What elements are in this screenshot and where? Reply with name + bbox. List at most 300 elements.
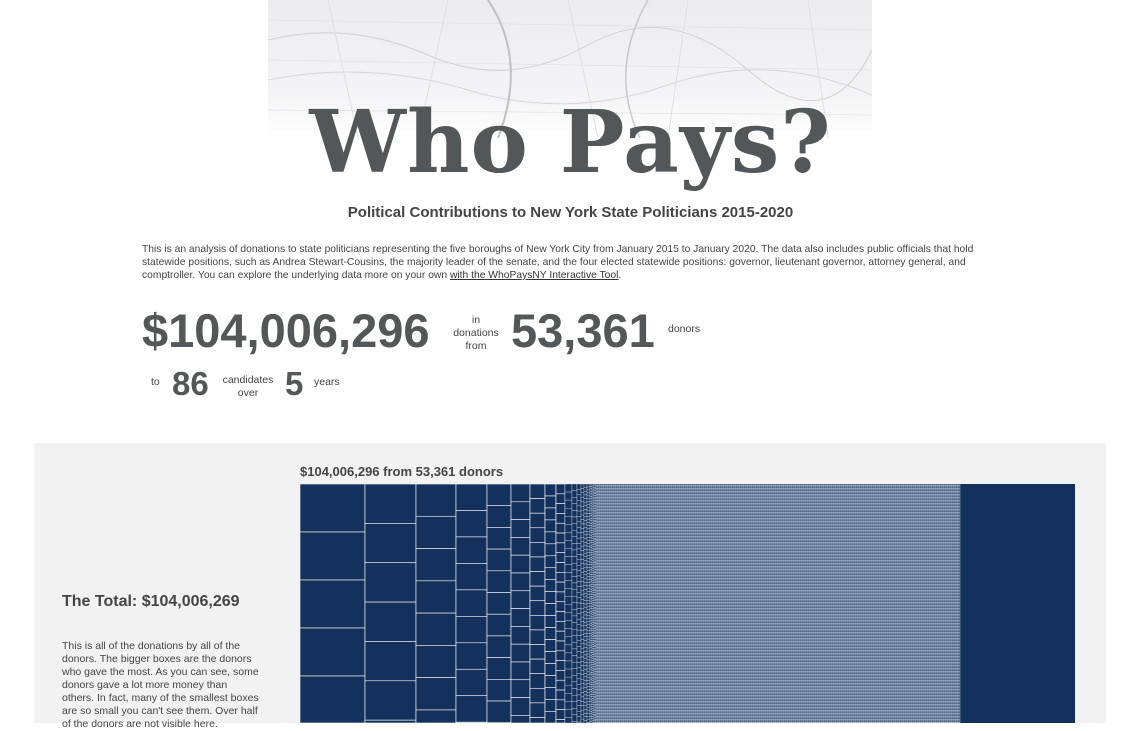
- donor-box[interactable]: [600, 594, 602, 596]
- donor-box[interactable]: [624, 589, 626, 591]
- donor-box[interactable]: [592, 693, 594, 695]
- donor-box[interactable]: [626, 499, 628, 501]
- donor-box[interactable]: [628, 490, 630, 492]
- donor-box[interactable]: [584, 484, 587, 488]
- donor-box[interactable]: [612, 570, 614, 572]
- donor-box[interactable]: [592, 578, 594, 580]
- donor-box[interactable]: [616, 552, 618, 554]
- donor-box[interactable]: [626, 514, 628, 516]
- donor-box[interactable]: [596, 622, 598, 624]
- donor-box[interactable]: [626, 628, 628, 630]
- donor-box[interactable]: [610, 655, 612, 657]
- donor-box[interactable]: [594, 614, 596, 616]
- donor-box[interactable]: [614, 669, 616, 671]
- donor-box[interactable]: [620, 522, 622, 524]
- donor-box[interactable]: [612, 495, 614, 497]
- donor-box[interactable]: [604, 531, 606, 533]
- donor-box[interactable]: [618, 672, 620, 674]
- donor-box[interactable]: [565, 701, 572, 709]
- donor-box[interactable]: [577, 581, 581, 586]
- donor-box[interactable]: [622, 544, 624, 546]
- donor-box[interactable]: [590, 484, 592, 486]
- donor-box[interactable]: [556, 494, 565, 504]
- donor-box[interactable]: [628, 660, 630, 662]
- donor-box[interactable]: [628, 625, 630, 627]
- donor-box[interactable]: [628, 498, 630, 500]
- donor-box[interactable]: [628, 505, 630, 507]
- donor-box[interactable]: [600, 618, 602, 620]
- donor-box[interactable]: [610, 591, 612, 593]
- donor-box[interactable]: [598, 675, 600, 677]
- donor-box[interactable]: [565, 693, 572, 701]
- donor-box[interactable]: [614, 628, 616, 630]
- donor-box[interactable]: [612, 600, 614, 602]
- donor-box[interactable]: [596, 579, 598, 581]
- donor-box[interactable]: [602, 502, 604, 504]
- donor-box[interactable]: [616, 664, 618, 666]
- donor-box[interactable]: [577, 711, 581, 716]
- donor-box[interactable]: [628, 528, 630, 530]
- donor-box[interactable]: [587, 720, 590, 723]
- donor-box[interactable]: [596, 687, 598, 689]
- donor-box[interactable]: [577, 603, 581, 608]
- donor-box[interactable]: [612, 552, 614, 554]
- donor-box[interactable]: [622, 561, 624, 563]
- donor-box[interactable]: [594, 543, 596, 545]
- donor-box[interactable]: [622, 595, 624, 597]
- donor-box[interactable]: [606, 586, 608, 588]
- donor-box[interactable]: [628, 573, 630, 575]
- donor-box[interactable]: [628, 589, 630, 591]
- donor-box[interactable]: [618, 580, 620, 582]
- donor-box[interactable]: [598, 640, 600, 642]
- donor-box[interactable]: [577, 489, 581, 494]
- donor-box[interactable]: [587, 666, 590, 669]
- donor-box[interactable]: [606, 579, 608, 581]
- donor-box[interactable]: [594, 685, 596, 687]
- donor-box[interactable]: [614, 487, 616, 489]
- donor-box[interactable]: [618, 627, 620, 629]
- donor-box[interactable]: [620, 696, 622, 698]
- donor-box[interactable]: [604, 546, 606, 548]
- donor-box[interactable]: [600, 648, 602, 650]
- donor-box[interactable]: [600, 556, 602, 558]
- donor-box[interactable]: [608, 531, 610, 533]
- donor-box[interactable]: [600, 586, 602, 588]
- donor-box[interactable]: [616, 663, 618, 665]
- donor-box[interactable]: [604, 532, 606, 534]
- donor-box[interactable]: [581, 688, 584, 692]
- donor-box[interactable]: [590, 589, 592, 591]
- donor-box[interactable]: [598, 510, 600, 512]
- donor-box[interactable]: [618, 622, 620, 624]
- donor-box[interactable]: [614, 549, 616, 551]
- donor-box[interactable]: [628, 627, 630, 629]
- donor-box[interactable]: [628, 597, 630, 599]
- donor-box[interactable]: [620, 694, 622, 696]
- donor-box[interactable]: [628, 591, 630, 593]
- donor-box[interactable]: [624, 631, 626, 633]
- donor-box[interactable]: [584, 586, 587, 590]
- donor-box[interactable]: [604, 681, 606, 683]
- donor-box[interactable]: [598, 594, 600, 596]
- donor-box[interactable]: [620, 582, 622, 584]
- donor-box[interactable]: [626, 549, 628, 551]
- donor-box[interactable]: [616, 667, 618, 669]
- donor-box[interactable]: [620, 715, 622, 717]
- donor-box[interactable]: [624, 702, 626, 704]
- donor-box[interactable]: [618, 690, 620, 692]
- donor-box[interactable]: [620, 564, 622, 566]
- donor-box[interactable]: [604, 643, 606, 645]
- donor-box[interactable]: [596, 682, 598, 684]
- donor-box[interactable]: [604, 699, 606, 701]
- donor-box[interactable]: [606, 700, 608, 702]
- donor-box[interactable]: [608, 552, 610, 554]
- donor-box[interactable]: [600, 579, 602, 581]
- donor-box[interactable]: [608, 709, 610, 711]
- donor-box[interactable]: [600, 633, 602, 635]
- donor-box[interactable]: [628, 508, 630, 510]
- donor-box[interactable]: [620, 594, 622, 596]
- donor-box[interactable]: [608, 558, 610, 560]
- donor-box[interactable]: [602, 679, 604, 681]
- donor-box[interactable]: [606, 493, 608, 495]
- donor-box[interactable]: [584, 600, 587, 604]
- donor-box[interactable]: [581, 604, 584, 608]
- donor-box[interactable]: [608, 643, 610, 645]
- donor-box[interactable]: [545, 663, 556, 675]
- donor-box[interactable]: [604, 570, 606, 572]
- donor-box[interactable]: [616, 603, 618, 605]
- donor-box[interactable]: [614, 637, 616, 639]
- donor-box[interactable]: [614, 696, 616, 698]
- donor-box[interactable]: [616, 568, 618, 570]
- donor-box[interactable]: [590, 594, 592, 596]
- donor-box[interactable]: [628, 685, 630, 687]
- donor-box[interactable]: [596, 588, 598, 590]
- donor-box[interactable]: [604, 613, 606, 615]
- donor-box[interactable]: [628, 663, 630, 665]
- donor-box[interactable]: [596, 706, 598, 708]
- donor-box[interactable]: [604, 513, 606, 515]
- donor-box[interactable]: [626, 489, 628, 491]
- donor-box[interactable]: [590, 714, 592, 716]
- donor-box[interactable]: [612, 675, 614, 677]
- donor-box[interactable]: [610, 538, 612, 540]
- donor-box[interactable]: [606, 490, 608, 492]
- donor-box[interactable]: [487, 484, 511, 506]
- donor-box[interactable]: [604, 660, 606, 662]
- donor-box[interactable]: [612, 526, 614, 528]
- donor-box[interactable]: [622, 621, 624, 623]
- donor-box[interactable]: [598, 649, 600, 651]
- donor-box[interactable]: [608, 568, 610, 570]
- donor-box[interactable]: [598, 654, 600, 656]
- donor-box[interactable]: [610, 523, 612, 525]
- donor-box[interactable]: [618, 547, 620, 549]
- donor-box[interactable]: [626, 676, 628, 678]
- donor-box[interactable]: [598, 570, 600, 572]
- donor-box[interactable]: [608, 559, 610, 561]
- donor-box[interactable]: [598, 549, 600, 551]
- donor-box[interactable]: [598, 484, 600, 486]
- donor-box[interactable]: [614, 513, 616, 515]
- donor-box[interactable]: [626, 667, 628, 669]
- donor-box[interactable]: [622, 676, 624, 678]
- donor-box[interactable]: [596, 564, 598, 566]
- donor-box[interactable]: [620, 643, 622, 645]
- donor-box[interactable]: [594, 655, 596, 657]
- donor-box[interactable]: [608, 510, 610, 512]
- donor-box[interactable]: [610, 543, 612, 545]
- donor-box[interactable]: [612, 637, 614, 639]
- donor-box[interactable]: [604, 612, 606, 614]
- donor-box[interactable]: [620, 493, 622, 495]
- donor-box[interactable]: [594, 698, 596, 700]
- donor-box[interactable]: [628, 649, 630, 651]
- donor-box[interactable]: [612, 667, 614, 669]
- donor-box[interactable]: [604, 597, 606, 599]
- donor-box[interactable]: [596, 543, 598, 545]
- donor-box[interactable]: [600, 528, 602, 530]
- donor-box[interactable]: [596, 489, 598, 491]
- donor-box[interactable]: [630, 508, 632, 510]
- donor-box[interactable]: [622, 574, 624, 576]
- donor-box[interactable]: [592, 512, 594, 514]
- donor-box[interactable]: [596, 601, 598, 603]
- donor-box[interactable]: [618, 538, 620, 540]
- donor-box[interactable]: [624, 522, 626, 524]
- donor-box[interactable]: [620, 642, 622, 644]
- donor-box[interactable]: [598, 561, 600, 563]
- donor-box[interactable]: [622, 652, 624, 654]
- donor-box[interactable]: [616, 628, 618, 630]
- donor-box[interactable]: [594, 581, 596, 583]
- donor-box[interactable]: [620, 690, 622, 692]
- donor-box[interactable]: [618, 634, 620, 636]
- donor-box[interactable]: [596, 705, 598, 707]
- donor-box[interactable]: [556, 523, 565, 533]
- donor-box[interactable]: [584, 699, 587, 703]
- donor-box[interactable]: [602, 597, 604, 599]
- donor-box[interactable]: [610, 546, 612, 548]
- donor-box[interactable]: [626, 550, 628, 552]
- donor-box[interactable]: [620, 649, 622, 651]
- donor-box[interactable]: [604, 574, 606, 576]
- donor-box[interactable]: [594, 648, 596, 650]
- donor-box[interactable]: [590, 552, 592, 554]
- donor-box[interactable]: [594, 696, 596, 698]
- donor-box[interactable]: [612, 703, 614, 705]
- donor-box[interactable]: [584, 695, 587, 699]
- donor-box[interactable]: [626, 573, 628, 575]
- donor-box[interactable]: [600, 616, 602, 618]
- donor-box[interactable]: [622, 558, 624, 560]
- donor-box[interactable]: [587, 573, 590, 576]
- donor-box[interactable]: [584, 495, 587, 499]
- donor-box[interactable]: [608, 601, 610, 603]
- donor-box[interactable]: [628, 673, 630, 675]
- donor-box[interactable]: [594, 668, 596, 670]
- donor-box[interactable]: [614, 502, 616, 504]
- donor-box[interactable]: [596, 484, 598, 486]
- donor-box[interactable]: [620, 646, 622, 648]
- donor-box[interactable]: [606, 597, 608, 599]
- donor-box[interactable]: [622, 711, 624, 713]
- donor-box[interactable]: [598, 537, 600, 539]
- donor-box[interactable]: [628, 711, 630, 713]
- donor-box[interactable]: [612, 490, 614, 492]
- donor-box[interactable]: [602, 619, 604, 621]
- donor-box[interactable]: [612, 493, 614, 495]
- donor-box[interactable]: [610, 672, 612, 674]
- donor-box[interactable]: [620, 691, 622, 693]
- donor-box[interactable]: [577, 690, 581, 695]
- donor-box[interactable]: [622, 553, 624, 555]
- donor-box[interactable]: [587, 547, 590, 550]
- donor-box[interactable]: [594, 579, 596, 581]
- donor-box[interactable]: [300, 628, 365, 676]
- donor-box[interactable]: [626, 579, 628, 581]
- donor-box[interactable]: [600, 699, 602, 701]
- donor-box[interactable]: [600, 696, 602, 698]
- donor-box[interactable]: [620, 711, 622, 713]
- donor-box[interactable]: [596, 639, 598, 641]
- donor-box[interactable]: [612, 670, 614, 672]
- donor-box[interactable]: [620, 618, 622, 620]
- donor-box[interactable]: [614, 531, 616, 533]
- donor-box[interactable]: [618, 702, 620, 704]
- donor-box[interactable]: [594, 686, 596, 688]
- donor-box[interactable]: [618, 708, 620, 710]
- donor-box[interactable]: [590, 716, 592, 718]
- donor-box[interactable]: [616, 484, 618, 486]
- donor-box[interactable]: [610, 610, 612, 612]
- donor-box[interactable]: [608, 694, 610, 696]
- donor-box[interactable]: [620, 660, 622, 662]
- donor-box[interactable]: [577, 516, 581, 521]
- donor-box[interactable]: [616, 685, 618, 687]
- donor-box[interactable]: [600, 484, 602, 486]
- donor-box[interactable]: [596, 522, 598, 524]
- donor-box[interactable]: [620, 486, 622, 488]
- donor-box[interactable]: [624, 498, 626, 500]
- donor-box[interactable]: [618, 678, 620, 680]
- donor-box[interactable]: [624, 531, 626, 533]
- donor-box[interactable]: [596, 592, 598, 594]
- donor-box[interactable]: [598, 577, 600, 579]
- donor-box[interactable]: [622, 504, 624, 506]
- donor-box[interactable]: [581, 630, 584, 634]
- donor-box[interactable]: [626, 571, 628, 573]
- donor-box[interactable]: [590, 709, 592, 711]
- donor-box[interactable]: [572, 708, 577, 715]
- donor-box[interactable]: [612, 549, 614, 551]
- donor-box[interactable]: [626, 505, 628, 507]
- donor-box[interactable]: [628, 496, 630, 498]
- donor-box[interactable]: [610, 609, 612, 611]
- donor-box[interactable]: [614, 592, 616, 594]
- donor-box[interactable]: [628, 721, 630, 723]
- donor-box[interactable]: [616, 721, 618, 723]
- donor-box[interactable]: [624, 708, 626, 710]
- donor-box[interactable]: [614, 631, 616, 633]
- donor-box[interactable]: [614, 609, 616, 611]
- donor-box[interactable]: [614, 648, 616, 650]
- donor-box[interactable]: [596, 546, 598, 548]
- donor-box[interactable]: [584, 542, 587, 546]
- donor-box[interactable]: [596, 487, 598, 489]
- donor-box[interactable]: [602, 544, 604, 546]
- donor-box[interactable]: [614, 589, 616, 591]
- donor-box[interactable]: [587, 576, 590, 579]
- donor-box[interactable]: [602, 678, 604, 680]
- donor-box[interactable]: [610, 687, 612, 689]
- donor-box[interactable]: [608, 604, 610, 606]
- donor-box[interactable]: [594, 693, 596, 695]
- donor-box[interactable]: [606, 706, 608, 708]
- donor-box[interactable]: [596, 699, 598, 701]
- donor-box[interactable]: [600, 630, 602, 632]
- donor-box[interactable]: [594, 584, 596, 586]
- donor-box[interactable]: [604, 670, 606, 672]
- donor-box[interactable]: [628, 675, 630, 677]
- donor-box[interactable]: [610, 690, 612, 692]
- donor-box[interactable]: [616, 493, 618, 495]
- donor-box[interactable]: [598, 670, 600, 672]
- donor-box[interactable]: [604, 511, 606, 513]
- donor-box[interactable]: [590, 694, 592, 696]
- donor-box[interactable]: [556, 661, 565, 671]
- donor-box[interactable]: [614, 603, 616, 605]
- donor-box[interactable]: [602, 579, 604, 581]
- donor-box[interactable]: [610, 598, 612, 600]
- donor-box[interactable]: [596, 670, 598, 672]
- donor-box[interactable]: [587, 699, 590, 702]
- donor-box[interactable]: [594, 558, 596, 560]
- donor-box[interactable]: [616, 705, 618, 707]
- donor-box[interactable]: [630, 492, 632, 494]
- donor-box[interactable]: [606, 592, 608, 594]
- donor-box[interactable]: [606, 625, 608, 627]
- donor-box[interactable]: [596, 712, 598, 714]
- donor-box[interactable]: [592, 707, 594, 709]
- donor-box[interactable]: [592, 598, 594, 600]
- donor-box[interactable]: [602, 616, 604, 618]
- donor-box[interactable]: [624, 666, 626, 668]
- donor-box[interactable]: [630, 513, 632, 515]
- donor-box[interactable]: [620, 654, 622, 656]
- donor-box[interactable]: [590, 653, 592, 655]
- donor-box[interactable]: [594, 589, 596, 591]
- donor-box[interactable]: [620, 630, 622, 632]
- donor-box[interactable]: [584, 604, 587, 608]
- donor-box[interactable]: [610, 580, 612, 582]
- donor-box[interactable]: [630, 493, 632, 495]
- donor-box[interactable]: [614, 699, 616, 701]
- donor-box[interactable]: [626, 718, 628, 720]
- donor-box[interactable]: [606, 627, 608, 629]
- donor-box[interactable]: [626, 714, 628, 716]
- donor-box[interactable]: [598, 711, 600, 713]
- donor-box[interactable]: [610, 681, 612, 683]
- donor-box[interactable]: [606, 684, 608, 686]
- donor-box[interactable]: [616, 625, 618, 627]
- donor-box[interactable]: [624, 547, 626, 549]
- donor-box[interactable]: [598, 643, 600, 645]
- donor-box[interactable]: [614, 564, 616, 566]
